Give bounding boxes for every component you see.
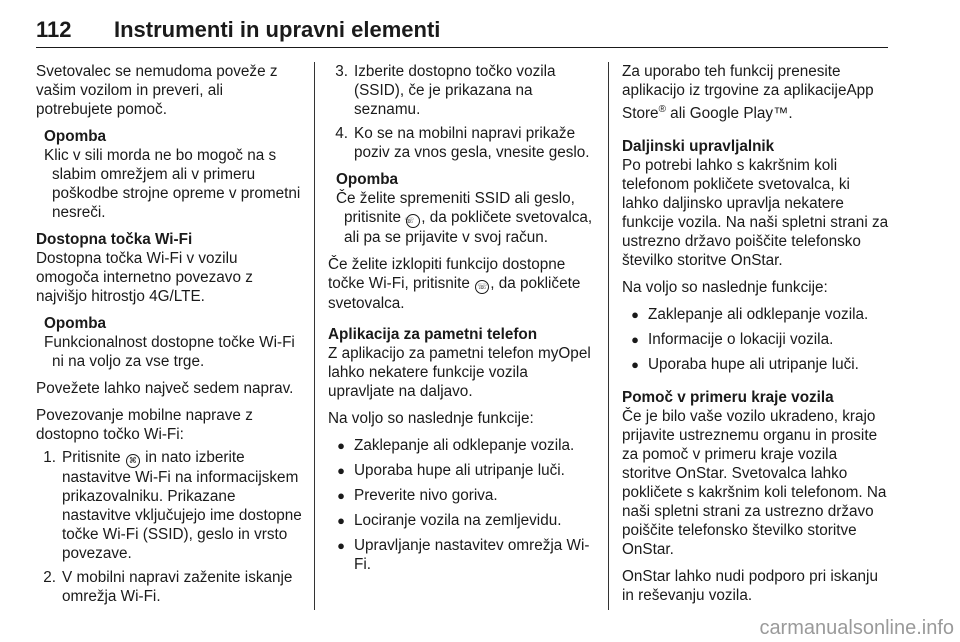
wifi-paragraph: Dostopna točka Wi-Fi v vozilu omogoča internetno povezavo z najvišjo hitrostjo 4G/LTE. <box>36 250 253 305</box>
list-item <box>328 62 598 119</box>
note-title: Opomba <box>44 128 107 145</box>
bullet-text: Lociranje vozila na zemljevidu. <box>354 512 562 529</box>
paragraph-part: Za uporabo teh funkcij prenesite aplikacijo iz trgovine za aplikacijeApp Store <box>622 63 874 123</box>
registered-mark: ® <box>658 104 666 115</box>
bullet-text: Zaklepanje ali odklepanje vozila. <box>648 306 869 324</box>
bullet: ● <box>337 438 345 453</box>
functions-intro: Na voljo so naslednje funkcije: <box>328 410 534 427</box>
download-paragraph <box>622 62 890 123</box>
support-paragraph: OnStar lahko nudi podporo pri iskanju in reševanju vozila. <box>622 568 878 605</box>
bullet-text: Zaklepanje ali odklepanje vozila. <box>354 437 575 454</box>
list-item <box>328 511 598 530</box>
list-item <box>328 461 598 480</box>
watermark: carmanualsonline.info <box>759 617 954 639</box>
column-divider <box>608 62 609 610</box>
theft-heading: Pomoč v primeru kraje vozila <box>622 389 834 407</box>
step-text-part: Pritisnite <box>62 449 121 466</box>
note-body <box>336 189 598 247</box>
note-box <box>44 314 302 371</box>
note-text-part: , da pokličete svetovalca, ali pa se prijavite v svoj račun. <box>344 209 593 246</box>
onstar-advisor-icon: ☏ <box>406 214 420 228</box>
app-heading: Aplikacija za pametni telefon <box>328 326 538 343</box>
note-box <box>44 127 302 222</box>
bullet-text: Uporaba hupe ali utripanje luči. <box>354 462 565 479</box>
step-number: 2. <box>43 569 56 586</box>
column-divider <box>314 62 315 610</box>
app-paragraph: Z aplikacijo za pametni telefon myOpel lahko nekatere funkcije vozila upravljate na daljavo. <box>328 345 591 400</box>
theft-paragraph: Če je bilo vaše vozilo ukradeno, krajo prijavite ustreznemu organu in prosite za pomoč v primeru kraje vozila storitve OnStar. Svetovalca lahko pokličete s kakršnim koli telefonom. Na naši spletni strani za ustrezno državo poiščite telefonsko številko storitve OnStar. <box>622 408 887 559</box>
bullet: ● <box>337 463 345 478</box>
note-text-part: Če želite spremeniti SSID ali geslo, pritisnite <box>336 190 575 226</box>
paragraph-part: Če želite izklopiti funkcijo dostopne točke Wi-Fi, pritisnite <box>328 256 566 292</box>
connect-paragraph: Povezovanje mobilne naprave z dostopno točko Wi-Fi: <box>36 407 253 443</box>
step-number: 4. <box>335 125 348 142</box>
column-1 <box>36 62 302 614</box>
page-header <box>36 8 888 48</box>
step-text: Ko se na mobilni napravi prikaže poziv za vnos gesla, vnesite geslo. <box>354 125 590 161</box>
note-box <box>336 170 598 247</box>
column-3 <box>622 62 890 613</box>
step-text-part: in nato izberite nastavitve Wi-Fi na informacijskem prikazovalniku. Prikazane nastavitve vključujejo ime dostopne točke Wi-Fi (SSID), geslo in vrsto povezave. <box>62 449 302 562</box>
steps-list <box>328 62 598 162</box>
functions-list <box>328 436 598 574</box>
note-title: Opomba <box>44 315 107 332</box>
list-item <box>328 436 598 455</box>
list-item <box>328 536 598 574</box>
column-2 <box>328 62 598 582</box>
step-number: 3. <box>335 63 348 80</box>
steps-list <box>36 448 302 606</box>
list-item <box>36 448 302 563</box>
list-item <box>622 305 890 324</box>
step-text: V mobilni napravi zaženite iskanje omrežja Wi-Fi. <box>62 569 293 605</box>
onstar-button-icon: ⌘ <box>126 454 140 468</box>
list-item <box>622 330 890 349</box>
bullet-text: Informacije o lokaciji vozila. <box>648 331 834 349</box>
bullet: ● <box>631 332 639 348</box>
step-number: 1. <box>43 449 56 466</box>
page-number: 112 <box>36 17 72 42</box>
chapter-title: Instrumenti in upravni elementi <box>114 17 441 42</box>
list-item <box>622 355 890 374</box>
list-item <box>36 568 302 606</box>
wifi-heading: Dostopna točka Wi-Fi <box>36 231 193 248</box>
disable-paragraph <box>328 255 598 313</box>
bullet: ● <box>337 513 345 528</box>
bullet: ● <box>631 307 639 323</box>
list-item <box>328 486 598 505</box>
step-text: Izberite dostopno točko vozila (SSID), če je prikazana na seznamu. <box>354 63 556 118</box>
bullet-text: Upravljanje nastavitev omrežja Wi-Fi. <box>354 537 590 573</box>
onstar-advisor-icon: ☏ <box>475 280 489 294</box>
note-body: Funkcionalnost dostopne točke Wi-Fi ni na voljo za vse trge. <box>44 334 295 370</box>
paragraph-part: ali Google Play™. <box>665 105 793 123</box>
intro-paragraph: Svetovalec se nemudoma poveže z vašim vozilom in preveri, ali potrebujete pomoč. <box>36 63 278 118</box>
bullet-text: Uporaba hupe ali utripanje luči. <box>648 356 859 374</box>
functions-list <box>622 305 890 374</box>
remote-paragraph: Po potrebi lahko s kakršnim koli telefonom pokličete svetovalca, ki lahko daljinsko upravlja nekatere funkcije vozila. Na naši spletni strani za ustrezno državo poiščite telefonsko številko storitve OnStar. <box>622 157 889 270</box>
paragraph-part: , da pokličete svetovalca. <box>328 275 581 312</box>
bullet: ● <box>337 538 345 553</box>
note-title: Opomba <box>336 171 399 188</box>
list-item <box>328 124 598 162</box>
note-body: Klic v sili morda ne bo mogoč na s slabim omrežjem ali v primeru poškodbe strojne opreme v prometni nesreči. <box>44 147 301 221</box>
bullet: ● <box>337 488 345 503</box>
devices-paragraph: Povežete lahko največ sedem naprav. <box>36 380 294 397</box>
remote-heading: Daljinski upravljalnik <box>622 138 775 156</box>
step-text <box>62 448 302 563</box>
functions-intro: Na voljo so naslednje funkcije: <box>622 279 828 297</box>
bullet: ● <box>631 357 639 373</box>
bullet-text: Preverite nivo goriva. <box>354 487 498 504</box>
